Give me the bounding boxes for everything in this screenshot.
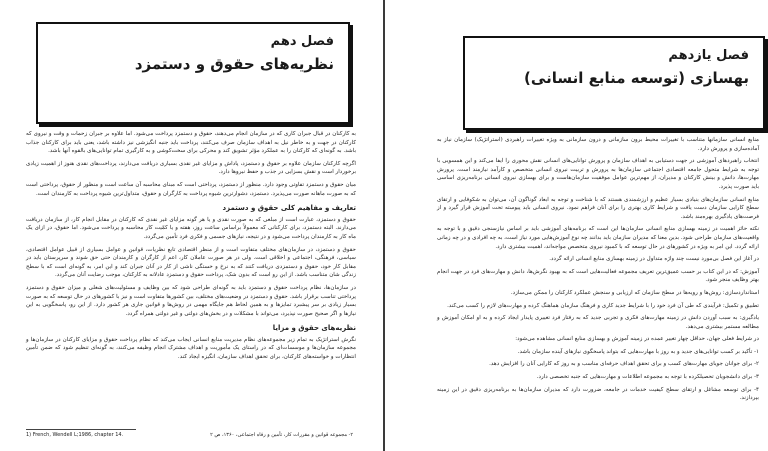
paragraph: نگرش استراتژیک به تمام زیر مجموعه‌های نظام مدیریت منابع انسانی ایجاب می‌کند که نظام پرداخت حقوق و مزایای کارکنان در سازمان‌ها و مجموعه سازمان‌ها و موسسات‌ای که در راستای یک مأموریت و اهداف مشترک انجام وظیفه می‌کنند، به گونه‌ای تنظیم شود که ضمن تأمین انتظارات و خواسته‌های کارکنان، برای تحقق اهداف سازمان، انگیزه ایجاد کند. [26, 336, 356, 361]
page-body [26, 130, 356, 366]
paragraph: نکته حائز اهمیت در زمینه بهسازی منابع انسانی سازمان‌ها این است که برنامه‌های آموزشی باید بر اساس نیازسنجی دقیق و با توجه به واقعیت‌های سازمان طراحی شود. بدین معنا که مدیران سازمان باید بدانند چه نوع آموزش‌هایی مورد نیاز است، به چه افرادی و در چه زمانی ارائه گردد. این امر به ویژه در کشورهای در حال توسعه که با کمبود نیروی متخصص مواجه‌اند، اهمیت بیشتری دارد. [437, 226, 759, 250]
paragraph: انتخاب راهبردهای آموزشی در جهت دستیابی به اهداف سازمان و پرورش توانایی‌های انسانی نقش محوری را ایفا می‌کند و این همسویی با توجه به شرایط متحول جامعه اقتصادی اجتماعی سازمان‌ها به پرورش و تربیت نیروی انسانی متخصص و کارآمد نیازمند است. پرورش مهارت‌ها، دانش و بینش کارکنان و مدیران، از مهم‌ترین عوامل موفقیت سازمان‌هاست و برای بهسازی نیروی انسانی برنامه‌ریزی اساسی باید صورت پذیرد. [437, 158, 759, 190]
chapter-title: نظریه‌های حقوق و دستمزد [134, 55, 334, 73]
chapter-label: فصل یازدهم [668, 48, 749, 63]
paragraph: به کارکنان در قبال جبران کاری که در سازمان انجام می‌دهند، حقوق و دستمزد پرداخت می‌شود. اما علاوه بر جبران زحمات و وقت و نیروی که کارکنان در جهت و به خاطر نیل به اهداف سازمان صرف می‌کنند، پرداخت باید جنبه انگیزشی نیز داشته باشد، یعنی باید برای کارکنان جذاب باشد. به گونه‌ای که کارکنان را به عملکرد مؤثر تشویق کند و محرکی برای سخت‌کوشی و به کارگیری تمام توانایی‌های بالقوه آنها باشد. [26, 131, 356, 155]
paragraph: در آغاز این فصل بی‌مورد نیست چند واژه متداول در زمینه بهسازی منابع انسانی ارائه گردد. [549, 256, 759, 263]
list-item: ۱- تأکید بر کسب توانایی‌های جدید و به روز با مهارت‌هایی که بتواند پاسخگوی نیازهای آینده سازمان باشد. [517, 348, 759, 355]
paragraph: منابع انسانی سازمان‌های بنیادی بسیار عظیم و ارزشمندی هستند که با شناخت و توجه به ابعاد گوناگون آن، می‌توان به شکوفایی و ارتقای سطح کارایی سازمان دست یافت و شرایط کاری بهتری را برای آنان فراهم نمود. نیروی انسانی باید پیوسته تحت آموزش قرار گیرد و از فرصت‌های یادگیری بهره‌مند باشد. [437, 196, 759, 220]
list-item: ۴- برای توسعه مشاغل و ارتقای سطح کیفیت خدمات در جامعه، ضرورت دارد که مدیران سازمان‌ها به برنامه‌ریزی دقیق در این زمینه بپردازند. [437, 386, 759, 402]
left-page [0, 0, 383, 451]
section-heading: نظریه‌های حقوق و مزایا [272, 324, 356, 333]
paragraph: تطبیق و تکمیل: فرآیندی که طی آن فرد خود را با شرایط جدید کاری و فرهنگ سازمان هماهنگ کرده و مهارت‌های لازم را کسب می‌کند. [447, 302, 759, 309]
chapter-title-box [463, 36, 765, 130]
paragraph: اگرچه کارکنان سازمان علاوه بر حقوق و دستمزد، پاداش و مزایای غیر نقدی بسیاری دریافت می‌دارند، پرداخت‌های نقدی هنوز از اهمیت زیادی برخوردار است و نقش بسزایی در جذب و حفظ نیروها دارد. [26, 160, 356, 176]
list-item: ۲- برای جوانان جویای مهارت‌های کسب و برای تحقق اهداف حرفه‌ای مناسب و به روز که کارایی آنان را افزایش دهد. [489, 361, 759, 368]
page-body [437, 136, 759, 407]
paragraph: یادگیری: به سبب آوردن دانش در زمینه مهارت‌های فکری و تجربی جدید که به رفتار فرد تغییری پایدار ایجاد کرده و به او امکان آموزش و مطالعه مستمر بیشتری می‌دهد. [437, 315, 759, 330]
paragraph: آموزش: که در این کتاب بر حسب عمیق‌ترین تعریف مجموعه فعالیت‌هایی است که به بهبود نگرش‌ها، دانش و مهارت‌های فرد در جهت انجام بهتر وظایف منجر شود. [437, 268, 759, 284]
paragraph: در شرایط فعلی جهان، حداقل چهار تغییر عمده در زمینه آموزش و بهسازی منابع انسانی مشاهده می‌شود: [515, 336, 759, 343]
paragraph: منابع انسانی سازمانها متناسب با تغییرات محیط برون سازمانی و درون سازمانی به ویژه تغییرات راهبردی (استراتژیک) سازمان نیاز به آماده‌سازی و پرورش دارد. [437, 137, 759, 152]
chapter-title: بهسازی (توسعه منابع انسانی) [524, 69, 749, 87]
right-page [385, 0, 768, 451]
chapter-title-box [36, 22, 350, 124]
list-item: ۳- برای دانشجویان تحصیلکرده با توجه به مجموعه اطلاعات و مهارت‌هایی که جنبه تخصصی دارد. [536, 374, 759, 381]
paragraph: در سازمان‌ها، نظام پرداخت حقوق و دستمزد باید به گونه‌ای طراحی شود که بین وظایف و مسئولیت‌های شغلی و میزان حقوق و دستمزد پرداختی تناسب برقرار باشد. حقوق و دستمزد در وضعیت‌های مختلف، بین کشورها متفاوت است و نیز با کشورهای در حال توسعه که به صورت بسیار زیادی بر سر پیشبرد تمایزها و به همین لحاظ هم جایگاه مهمی در روش‌ها و قوانین جاری هر کشور دارد. از این رو، پاسخگویی به این نیازها و اگر صحیح صورت نپذیرد، می‌تواند با مشکلات و در بخش‌های دولتی و غیر دولتی همراه گردد. [26, 284, 356, 317]
footnote-reference: ۲- مجموعه قوانین و مقررات کار، تأمین و رفاه اجتماعی، ۱۳۶۰، ص ۲ [210, 432, 353, 438]
paragraph: حقوق و دستمزد، در سازمان‌های مختلف متفاوت است و از منظر اقتصادی تابع نظریات، قوانین و عوامل بسیاری از قبیل عوامل اقتصادی، سیاسی، فرهنگی، اجتماعی و اخلاقی است. ولی در هر صورت عاملان کار، اعم از کارگران و کارمندان حتی حق شوند و سرپرستان باید در مقابل کار خود، حقوق و دستمزدی دریافت کنند که به نرخ و خستگی ناشی از کار در آنان جبران کند و این امر، به گونه‌ای است که با سطح زندگی شان متناسب باشد. از این رو است که بدون شک، پرداخت حقوق و دستمزد عادلانه به کارکنان، موجب رضایت آنان می‌گردد. [26, 246, 356, 279]
paragraph: حقوق و دستمزد، عبارت است از مبلغی که به صورت نقدی و یا هر گونه مزایای غیر نقدی که کارکنان در مقابل انجام کار، از سازمان دریافت می‌دارند. البته دستمزد، برای کارکنانی که معمولاً براساس ساعت روز، هفته و یا کمّیت کار محاسبه و پرداخت می‌شود. اما حقوق، در ازای یک ماه کار به کارمندان پرداخت می‌شود و در نتیجه، نیازهای جسمی و فکری فرد تأمین می‌گردد. [26, 216, 356, 240]
paragraph: میان حقوق و دستمزد تفاوتی وجود دارد. منظور از دستمزد، پرداختی است که مبنای محاسبه آن ساعت است و منظور از حقوق، پرداختی است که به صورت ماهانه صورت می‌پذیرد. دستمزد، دشوارترین شیوه پرداخت به کارگران و حقوق، متداول‌ترین شیوه پرداخت به کارمندان است. [26, 181, 356, 197]
chapter-label: فصل دهم [270, 34, 334, 49]
paragraph: استانداردسازی: روش‌ها و رویه‌ها در سطح سازمان که ارزیابی و سنجش عملکرد کارکنان را ممکن می‌سازد. [510, 289, 759, 296]
footnote-reference: 1) French, Wendell L;1986, chapter 14. [26, 432, 124, 438]
footnote-divider [26, 429, 136, 430]
section-heading: تعاریف و مفاهیم کلی حقوق و دستمزد [222, 204, 356, 213]
